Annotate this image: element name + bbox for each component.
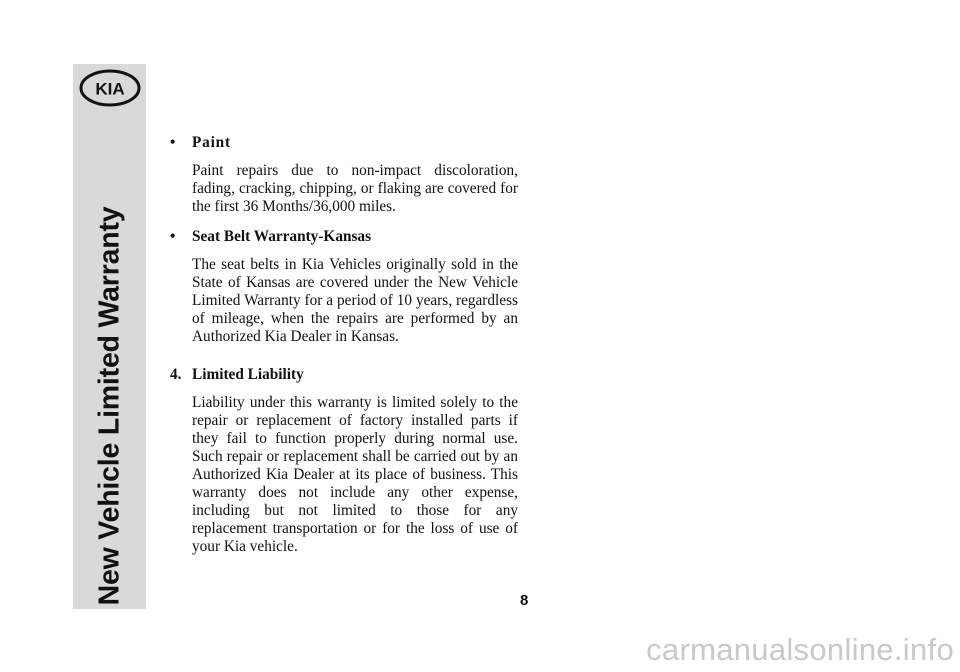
limited-liability-body: Liability under this warranty is limited solely to the repair or replacement of factory installed parts if they fail to function properly during normal use. Such repair or replacement shall be carried out by an Authorized Kia Dealer at its place of business. This warranty does not include any other expense, including but not limited to those for any replacement transportation or for the loss of use of your Kia vehicle. — [192, 394, 518, 555]
kia-logo-icon — [79, 68, 141, 108]
watermark: carmanualsonline.info — [646, 632, 954, 667]
paint-body: Paint repairs due to non-impact discoloration, fading, cracking, chipping, or flaking are covered for the first 36 Months/36,000 miles. — [192, 162, 518, 215]
side-title: New Vehicle Limited Warranty — [93, 206, 126, 606]
limited-liability-heading: Limited Liability — [192, 366, 304, 383]
page-number: 8 — [520, 592, 529, 609]
side-title-container — [83, 208, 137, 604]
bullet: • — [170, 228, 176, 245]
kia-logo-text: KIA — [95, 79, 125, 99]
paint-heading-row — [170, 134, 518, 152]
page-content — [170, 134, 518, 566]
paint-heading: Paint — [192, 134, 231, 151]
seat-belt-heading: Seat Belt Warranty-Kansas — [192, 228, 372, 245]
seat-belt-heading-row — [170, 228, 518, 246]
section-number: 4. — [170, 366, 182, 383]
limited-liability-heading-row — [170, 366, 518, 384]
seat-belt-body: The seat belts in Kia Vehicles originally sold in the State of Kansas are covered under the New Vehicle Limited Warranty for a period of 10 years, regardless of mileage, when the repairs are performed by an Authorized Kia Dealer in Kansas. — [192, 256, 518, 345]
seat-belt-section — [170, 228, 518, 346]
limited-liability-section — [170, 366, 518, 556]
bullet: • — [170, 134, 176, 151]
paint-section — [170, 134, 518, 216]
